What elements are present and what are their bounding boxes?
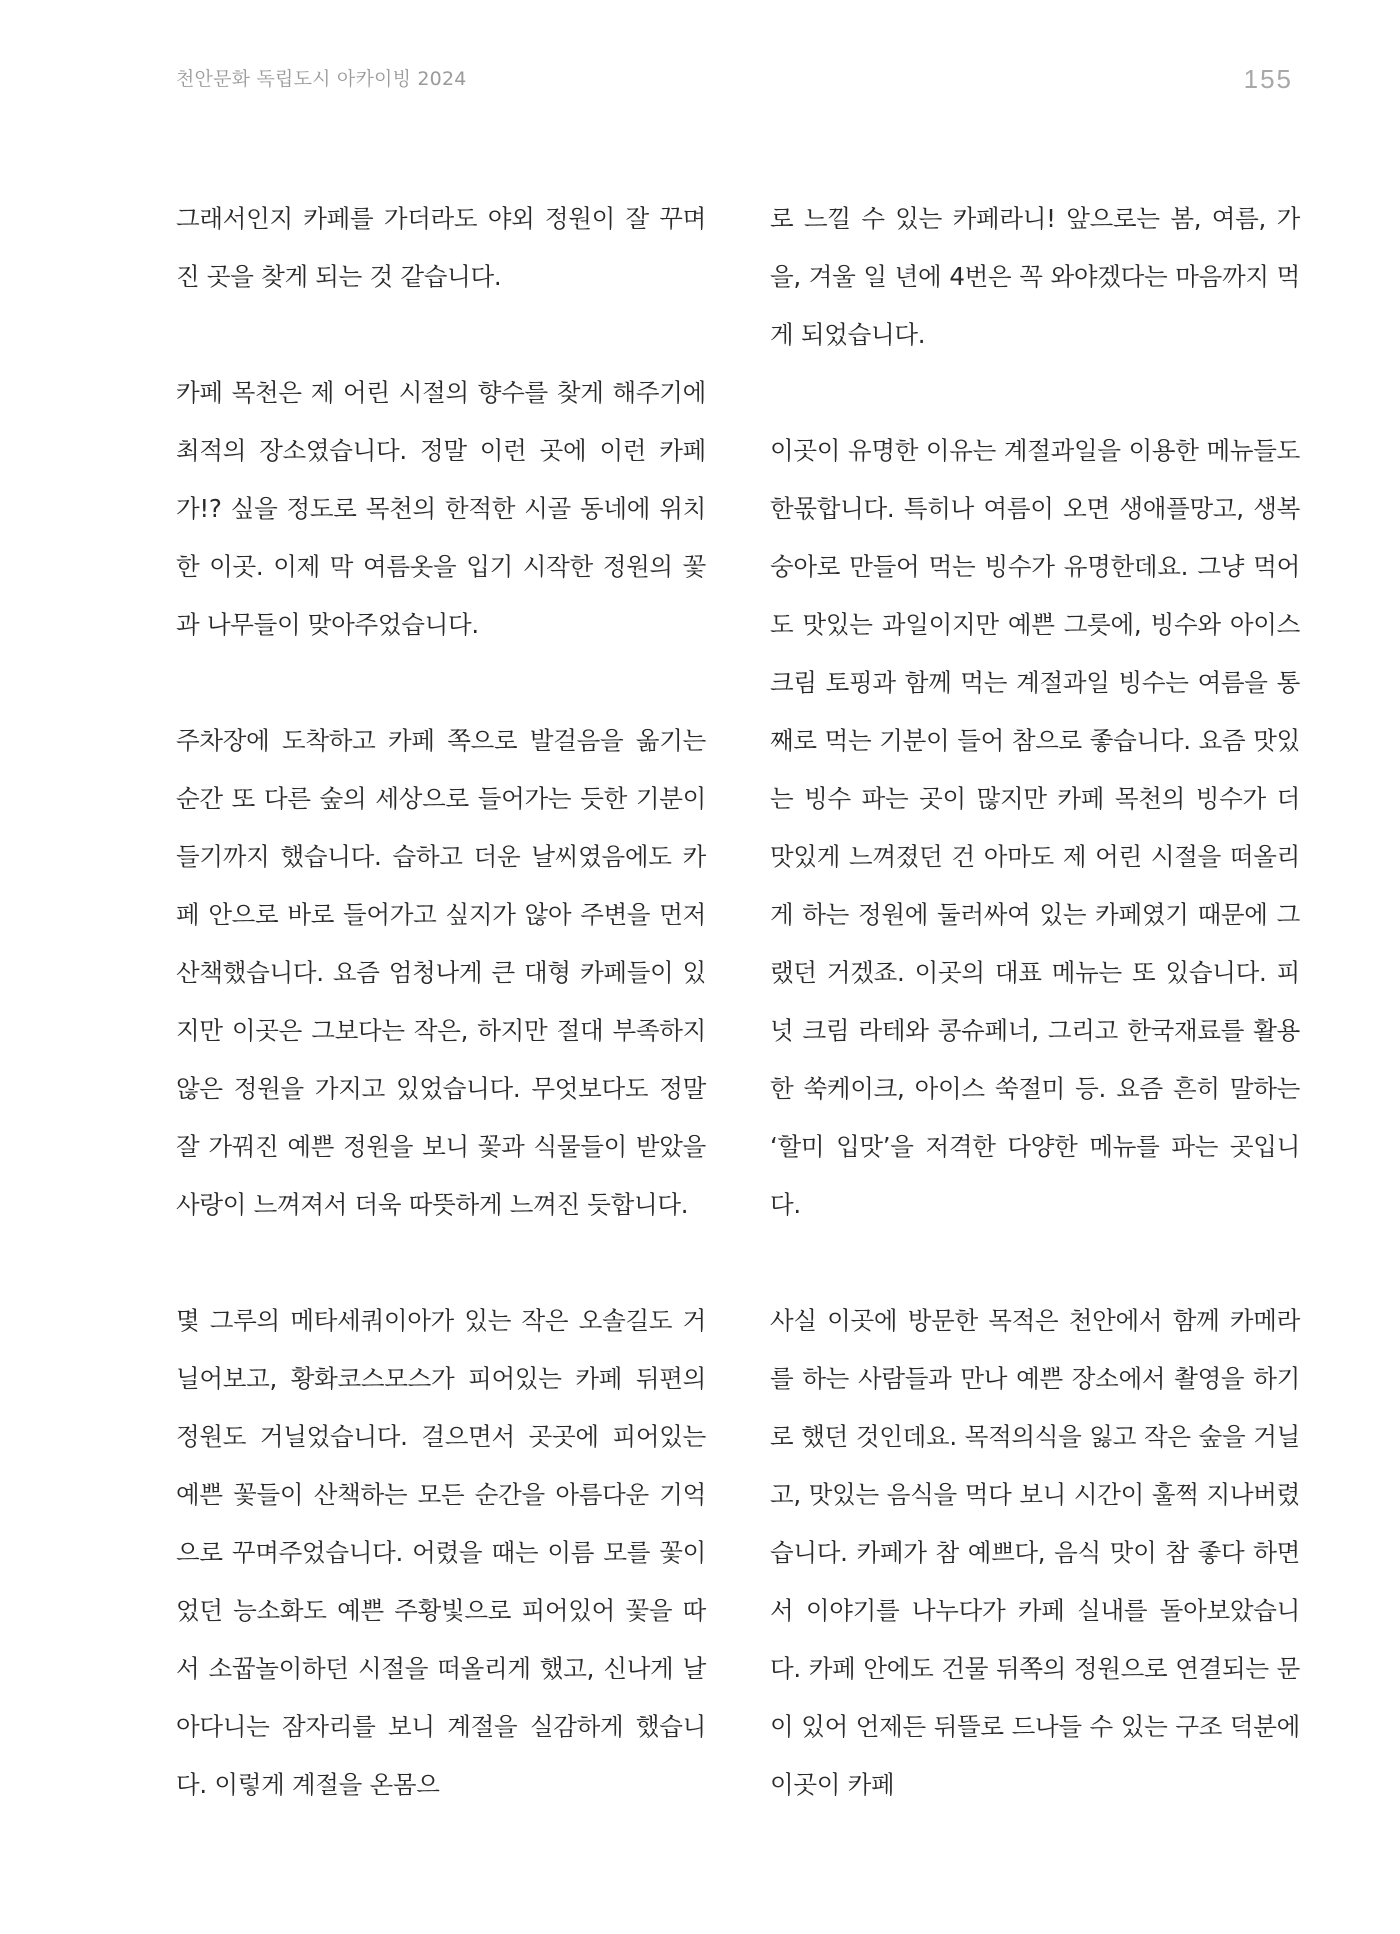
right-text-column (770, 190, 1300, 1872)
paragraph: 몇 그루의 메타세쿼이아가 있는 작은 오솔길도 거닐어보고, 황화코스모스가 피어있는 카페 뒤편의 정원도 거닐었습니다. 걸으면서 곳곳에 피어있는 예쁜 꽃들이 산책하는 모든 순간을 아름다운 기억으로 꾸며주었습니다. 어렸을 때는 이름 모를 꽃이었던 능소화도 예쁜 주황빛으로 피어있어 꽃을 따서 소꿉놀이하던 시절을 떠올리게 했고, 신나게 날아다니는 잠자리를 보니 계절을 실감하게 했습니다. 이렇게 계절을 온몸으 (176, 1306, 706, 1799)
paragraph: 사실 이곳에 방문한 목적은 천안에서 함께 카메라를 하는 사람들과 만나 예쁜 장소에서 촬영을 하기로 했던 것인데요. 목적의식을 잃고 작은 숲을 거닐고, 맛있는 음식을 먹다 보니 시간이 훌쩍 지나버렸습니다. 카페가 참 예쁘다, 음식 맛이 참 좋다 하면서 이야기를 나누다가 카페 실내를 돌아보았습니다. 카페 안에도 건물 뒤쪽의 정원으로 연결되는 문이 있어 언제든 뒤뜰로 드나들 수 있는 구조 덕분에 이곳이 카페 (770, 1306, 1300, 1799)
paragraph: 이곳이 유명한 이유는 계절과일을 이용한 메뉴들도 한몫합니다. 특히나 여름이 오면 생애플망고, 생복숭아로 만들어 먹는 빙수가 유명한데요. 그냥 먹어도 맛있는 과일이지만 예쁜 그릇에, 빙수와 아이스크림 토핑과 함께 먹는 계절과일 빙수는 여름을 통째로 먹는 기분이 들어 참으로 좋습니다. 요즘 맛있는 빙수 파는 곳이 많지만 카페 목천의 빙수가 더 맛있게 느껴졌던 건 아마도 제 어린 시절을 떠올리게 하는 정원에 둘러싸여 있는 카페였기 때문에 그랬던 거겠죠. 이곳의 대표 메뉴는 또 있습니다. 피넛 크림 라테와 콩슈페너, 그리고 한국재료를 활용한 쑥케이크, 아이스 쑥절미 등. 요즘 흔히 말하는 ‘할미 입맛’을 저격한 다양한 메뉴를 파는 곳입니다. (770, 436, 1300, 1219)
left-text-column (176, 190, 706, 1872)
paragraph: 카페 목천은 제 어린 시절의 향수를 찾게 해주기에 최적의 장소였습니다. 정말 이런 곳에 이런 카페가!? 싶을 정도로 목천의 한적한 시골 동네에 위치한 이곳. 이제 막 여름옷을 입기 시작한 정원의 꽃과 나무들이 맞아주었습니다. (176, 378, 706, 639)
running-header-title: 천안문화 독립도시 아카이빙 2024 (176, 68, 467, 90)
paragraph: 그래서인지 카페를 가더라도 야외 정원이 잘 꾸며진 곳을 찾게 되는 것 같습니다. (176, 204, 706, 291)
paragraph: 주차장에 도착하고 카페 쪽으로 발걸음을 옮기는 순간 또 다른 숲의 세상으로 들어가는 듯한 기분이 들기까지 했습니다. 습하고 더운 날씨였음에도 카페 안으로 바로 들어가고 싶지가 않아 주변을 먼저 산책했습니다. 요즘 엄청나게 큰 대형 카페들이 있지만 이곳은 그보다는 작은, 하지만 절대 부족하지 않은 정원을 가지고 있었습니다. 무엇보다도 정말 잘 가꿔진 예쁜 정원을 보니 꽃과 식물들이 받았을 사랑이 느껴져서 더욱 따뜻하게 느껴진 듯합니다. (176, 726, 706, 1219)
paragraph: 로 느낄 수 있는 카페라니! 앞으로는 봄, 여름, 가을, 겨울 일 년에 4번은 꼭 와야겠다는 마음까지 먹게 되었습니다. (770, 204, 1300, 349)
page-number: 155 (1243, 64, 1293, 94)
